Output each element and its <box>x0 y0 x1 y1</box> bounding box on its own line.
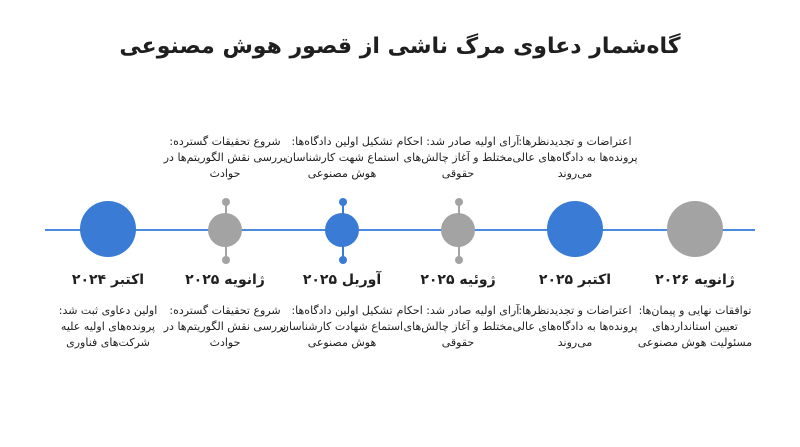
event-date: ژانویه ۲۰۲۶ <box>655 272 735 288</box>
connector-dot-bottom <box>339 256 347 264</box>
event-date: اکتبر ۲۰۲۵ <box>538 272 612 288</box>
event-bottom-text: اولین دعاوی ثبت شد: پرونده‌های اولیه علیه شرکت‌های فناوری <box>58 304 158 349</box>
event-node-oct-2025 <box>547 201 603 257</box>
event-bottom-text: اعتراضات و تجدیدنظرها: پرونده‌ها به دادگاه‌های عالی می‌روند <box>512 304 638 349</box>
event-bottom-text: آرای اولیه صادر شد: احکام مختلط و آغاز چالش‌های حقوقی <box>396 304 520 349</box>
event-top-text: شروع تحقیقات گسترده: بررسی نقش الگوریتم‌ها در حوادث <box>163 135 287 180</box>
timeline-title: گاه‌شمار دعاوی مرگ ناشی از قصور هوش مصنوعی <box>119 34 681 59</box>
connector-dot-bottom <box>222 256 230 264</box>
event-bottom-text: توافقات نهایی و پیمان‌ها: تعیین استانداردهای مسئولیت هوش مصنوعی <box>637 304 753 349</box>
event-top-text: تشکیل اولین دادگاه‌ها: استماع شهت کارشناسان هوش مصنوعی <box>284 135 400 180</box>
event-node-jul-2025 <box>441 213 475 247</box>
event-top-text: آرای اولیه صادر شد: احکام مختلط و آغاز چالش‌های حقوقی <box>396 135 520 180</box>
event-date: آوریل ۲۰۲۵ <box>302 272 382 288</box>
event-top-text: اعتراضات و تجدیدنظرها: پرونده‌ها به دادگاه‌های عالی می‌روند <box>512 135 638 180</box>
timeline-axis <box>45 229 755 231</box>
event-node-apr-2025 <box>325 213 359 247</box>
event-node-jan-2025 <box>208 213 242 247</box>
event-bottom-text: تشکیل اولین دادگاه‌ها: استماع شهادت کارشناسان هوش مصنوعی <box>280 304 404 349</box>
event-bottom-text: شروع تحقیقات گسترده: بررسی نقش الگوریتم‌ها در حوادث <box>163 304 287 349</box>
connector-dot-bottom <box>455 256 463 264</box>
event-date: اکتبر ۲۰۲۴ <box>71 272 145 288</box>
event-node-jan-2026 <box>667 201 723 257</box>
event-node-oct-2024 <box>80 201 136 257</box>
event-date: ژوئیه ۲۰۲۵ <box>420 272 496 288</box>
event-date: ژانویه ۲۰۲۵ <box>185 272 265 288</box>
